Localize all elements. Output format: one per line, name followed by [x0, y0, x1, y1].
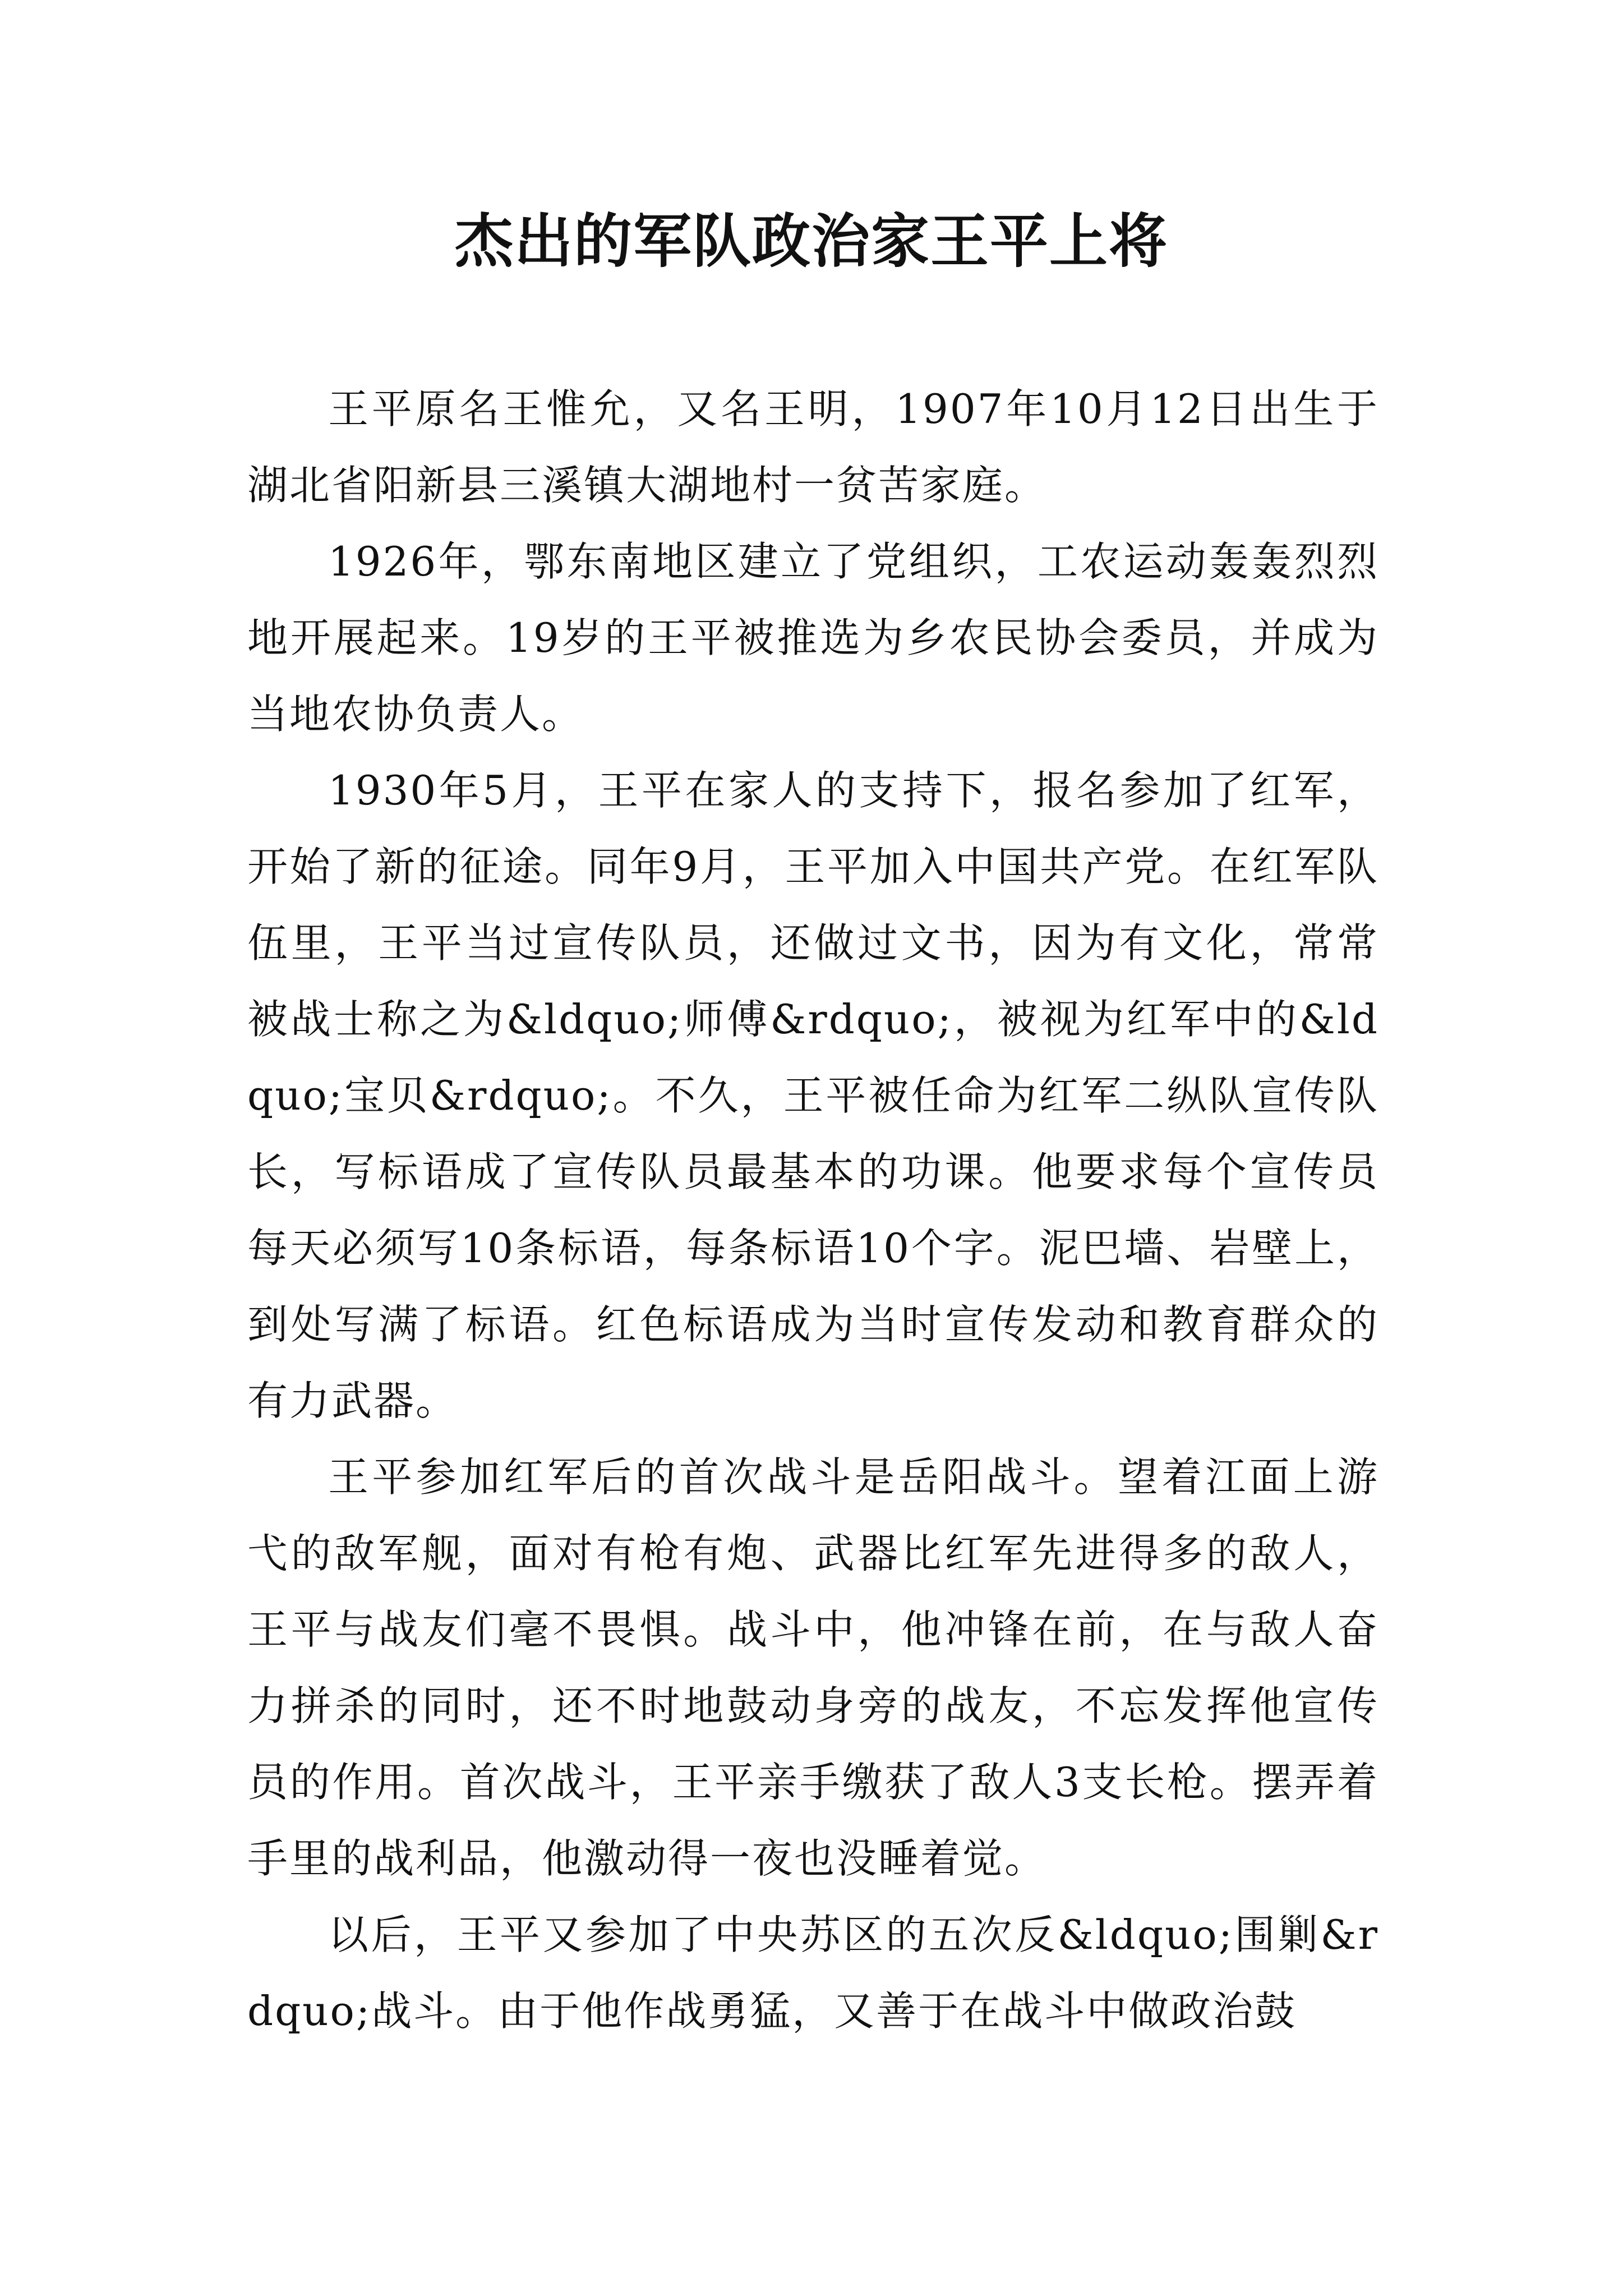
- paragraph: 以后，王平又参加了中央苏区的五次反&ldquo;围剿&rdquo;战斗。由于他作战勇猛，又善于在战斗中做政治鼓: [247, 1911, 1379, 2035]
- paragraph: 1930年5月，王平在家人的支持下，报名参加了红军，开始了新的征途。同年9月，王平加入中国共产党。在红军队伍里，王平当过宣传队员，还做过文书，因为有文化，常常被战士称之为&ldquo;师傅&rdquo;，被视为红军中的&ldquo;宝贝&rdquo;。不久，王平被任命为红军二纵队宣传队长，写标语成了宣传队员最基本的功课。他要求每个宣传员每天必须写10条标语，每条标语10个字。泥巴墙、岩壁上，到处写满了标语。红色标语成为当时宣传发动和教育群众的有力武器。: [247, 767, 1379, 1424]
- paragraph: 1926年，鄂东南地区建立了党组织，工农运动轰轰烈烈地开展起来。19岁的王平被推选为乡农民协会委员，并成为当地农协负责人。: [247, 538, 1379, 738]
- paragraph: 王平原名王惟允，又名王明，1907年10月12日出生于湖北省阳新县三溪镇大湖地村一贫苦家庭。: [247, 385, 1379, 509]
- document-title: 杰出的军队政治家王平上将: [454, 206, 1168, 275]
- paragraph: 王平参加红军后的首次战斗是岳阳战斗。望着江面上游弋的敌军舰，面对有枪有炮、武器比红军先进得多的敌人，王平与战友们毫不畏惧。战斗中，他冲锋在前，在与敌人奋力拼杀的同时，还不时地鼓动身旁的战友，不忘发挥他宣传员的作用。首次战斗，王平亲手缴获了敌人3支长枪。摆弄着手里的战利品，他激动得一夜也没睡着觉。: [247, 1453, 1379, 1882]
- document-body: [247, 371, 1379, 2049]
